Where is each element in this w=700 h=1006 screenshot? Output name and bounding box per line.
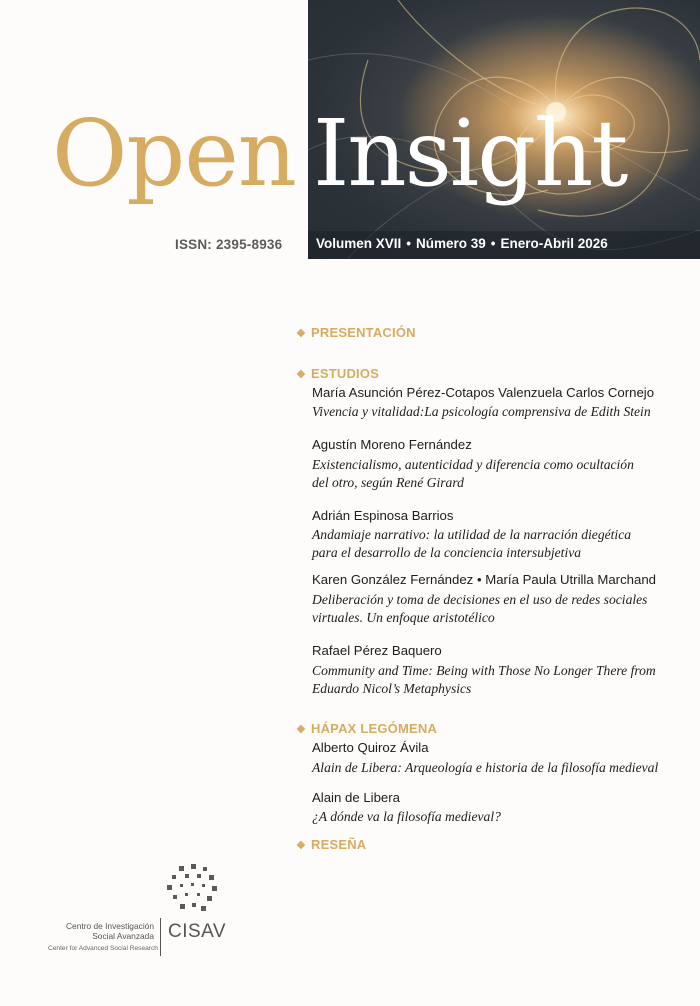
title-line: Eduardo Nicol’s Metaphysics [312,681,472,696]
diamond-bullet-icon: ❖ [296,369,307,381]
logo-divider [160,918,161,956]
article-author[interactable]: Adrián Espinosa Barrios [312,508,454,523]
section-resena[interactable] [296,837,366,852]
cisav-organization [48,921,158,954]
section-label: HÁPAX LEGÓMENA [311,721,438,736]
article-title[interactable] [312,591,692,627]
separator-dot: • [490,236,496,251]
title-line: Existencialismo, autenticidad y diferencia como ocultación [312,457,634,472]
section-estudios[interactable] [296,366,379,381]
cisav-acronym: CISAV [168,921,227,942]
title-line: Alain de Libera: Arqueología e historia de la filosofía medieval [312,760,659,775]
article-title[interactable] [312,759,692,777]
title-line: virtuales. Un enfoque aristotélico [312,610,495,625]
article-title[interactable] [312,526,692,562]
diamond-bullet-icon: ❖ [296,328,307,340]
issn: ISSN: 2395-8936 [175,237,283,252]
title-line: Vivencia y vitalidad:La psicología comprensiva de Edith Stein [312,404,651,419]
article-title[interactable] [312,403,692,421]
logo-insight-word: Insight [313,100,627,207]
title-line: ¿A dónde va la filosofía medieval? [312,809,501,824]
section-hapax-legomena[interactable] [296,721,437,736]
number: Número 39 [416,236,486,251]
diamond-bullet-icon: ❖ [296,724,307,736]
article-title[interactable] [312,808,692,826]
volume: Volumen XVII [316,236,402,251]
article-author[interactable]: Rafael Pérez Baquero [312,643,442,658]
article-title[interactable] [312,662,692,698]
section-label: PRESENTACIÓN [311,325,416,340]
article-title[interactable] [312,456,692,492]
title-line: Community and Time: Being with Those No Longer There from [312,663,656,678]
title-line: Deliberación y toma de decisiones en el uso de redes sociales [312,592,648,607]
org-name-line1: Centro de Investigación [66,921,154,931]
article-author[interactable]: Karen González Fernández • María Paula Utrilla Marchand [312,572,656,587]
title-line: para el desarrollo de la conciencia intersubjetiva [312,545,582,560]
issue-info [316,236,608,251]
article-author[interactable]: Alberto Quiroz Ávila [312,740,429,755]
period: Enero-Abril 2026 [500,236,608,251]
separator-dot: • [406,236,411,251]
section-label: ESTUDIOS [311,366,380,381]
title-line: Andamiaje narrativo: la utilidad de la narración diegética [312,527,632,542]
article-author[interactable]: María Asunción Pérez-Cotapos Valenzuela Carlos Cornejo [312,385,655,400]
article-author[interactable]: Agustín Moreno Fernández [312,437,472,452]
section-presentacion[interactable] [296,325,416,340]
org-name-line2: Social Avanzada [92,931,154,941]
title-line: del otro, según René Girard [312,475,464,490]
diamond-bullet-icon: ❖ [296,840,307,852]
section-label: RESEÑA [311,837,367,852]
article-author[interactable]: Alain de Libera [312,790,400,805]
logo-open-word: Open [52,100,297,207]
org-name-english: Center for Advanced Social Research [48,945,158,952]
cisav-dot-mark-icon [164,864,220,914]
